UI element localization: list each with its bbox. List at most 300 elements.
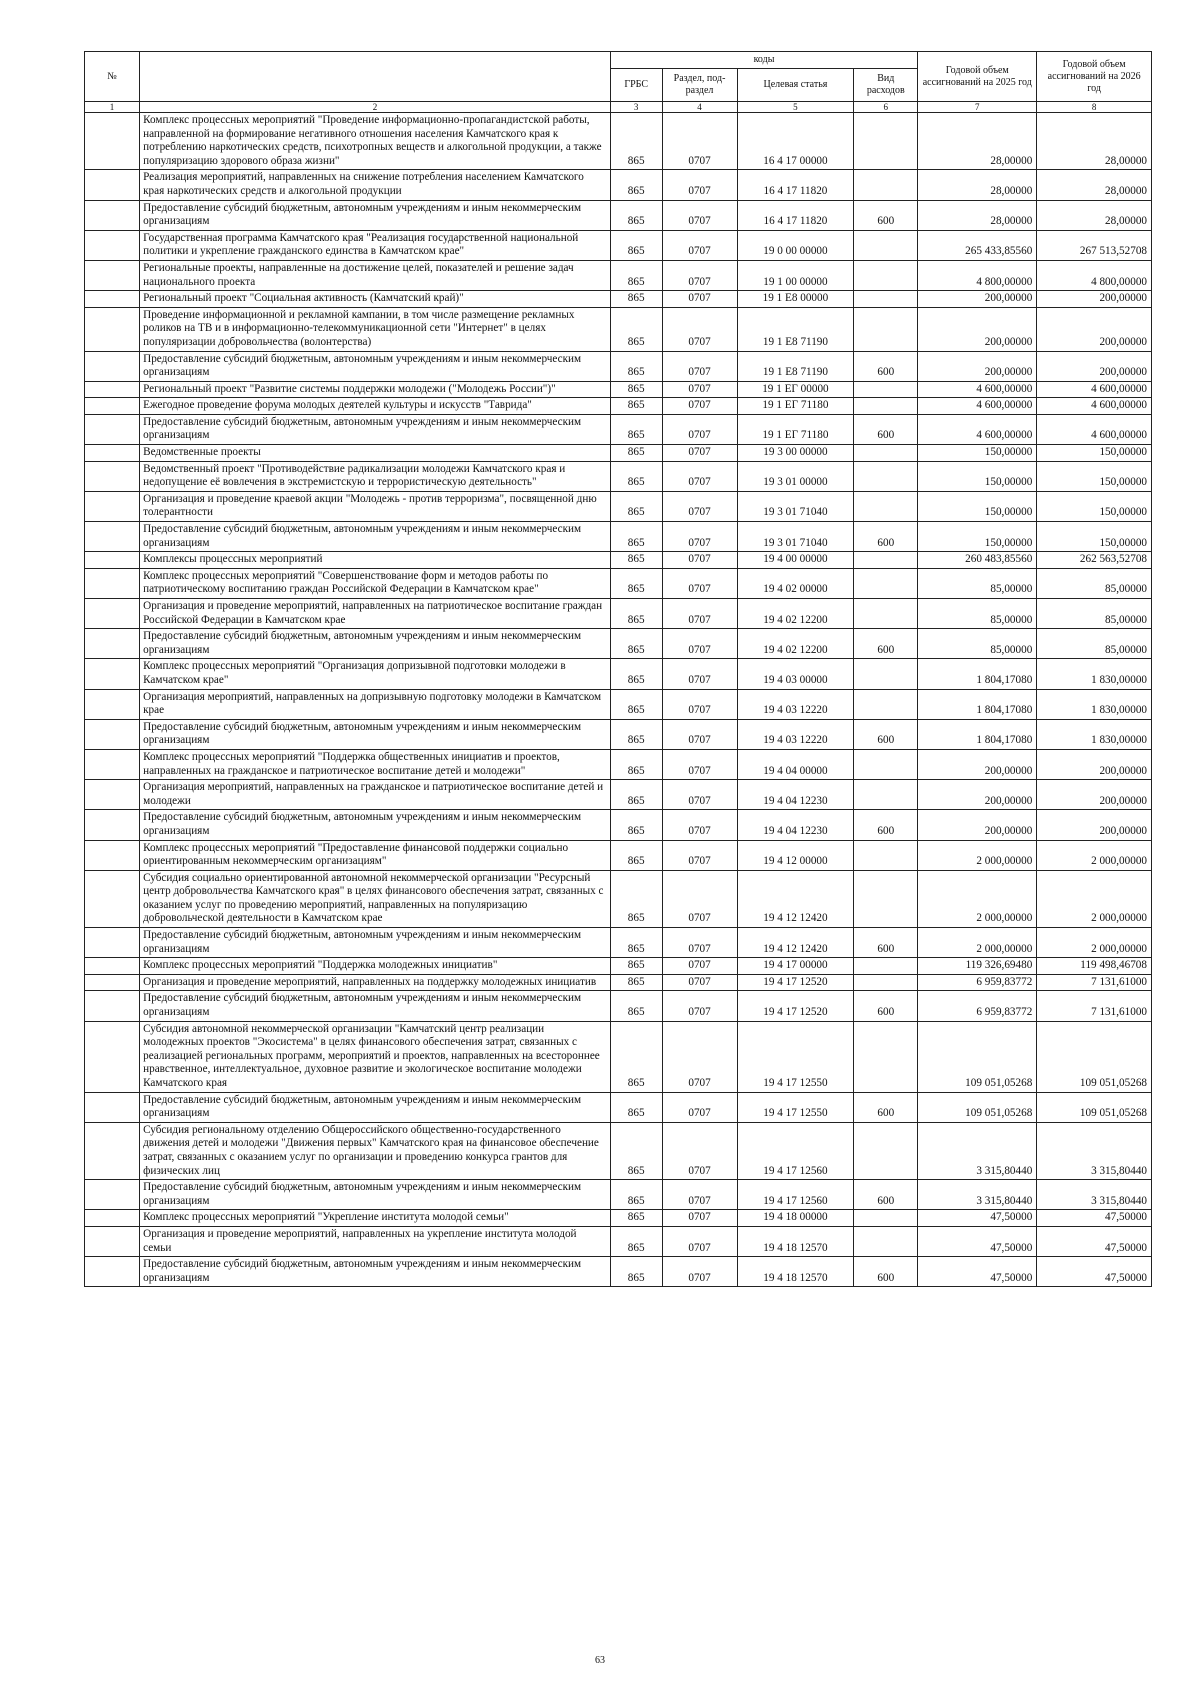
cell-name: Предоставление субсидий бюджетным, автономным учреждениям и иным некоммерческим организациям xyxy=(140,810,611,840)
table-row xyxy=(85,414,1152,444)
table-row xyxy=(85,260,1152,290)
cell-grbs: 865 xyxy=(610,1122,662,1179)
cell-grbs: 865 xyxy=(610,260,662,290)
cell-name: Ежегодное проведение форума молодых деятелей культуры и искусств "Таврида" xyxy=(140,398,611,415)
table-row xyxy=(85,307,1152,351)
cell-grbs: 865 xyxy=(610,749,662,779)
cell-target: 19 4 12 12420 xyxy=(737,928,854,958)
cell-volume-2026: 85,00000 xyxy=(1037,599,1152,629)
cell-volume-2025: 4 800,00000 xyxy=(918,260,1037,290)
cell-volume-2026: 28,00000 xyxy=(1037,170,1152,200)
cell-target: 19 1 Е8 00000 xyxy=(737,291,854,308)
cell-expense-type: 600 xyxy=(854,719,918,749)
cell-volume-2025: 3 315,80440 xyxy=(918,1180,1037,1210)
cell-num xyxy=(85,1180,140,1210)
cell-grbs: 865 xyxy=(610,1210,662,1227)
table-row xyxy=(85,991,1152,1021)
header-num: № xyxy=(85,52,140,102)
table-row xyxy=(85,461,1152,491)
cell-volume-2026: 7 131,61000 xyxy=(1037,991,1152,1021)
cell-grbs: 865 xyxy=(610,414,662,444)
cell-volume-2025: 200,00000 xyxy=(918,749,1037,779)
cell-volume-2025: 200,00000 xyxy=(918,780,1037,810)
cell-section: 0707 xyxy=(662,398,737,415)
cell-volume-2026: 200,00000 xyxy=(1037,351,1152,381)
cell-expense-type: 600 xyxy=(854,1257,918,1287)
cell-target: 19 1 Е8 71190 xyxy=(737,307,854,351)
cell-expense-type: 600 xyxy=(854,1092,918,1122)
cell-section: 0707 xyxy=(662,1257,737,1287)
cell-volume-2025: 47,50000 xyxy=(918,1257,1037,1287)
cell-num xyxy=(85,928,140,958)
cell-name: Комплекс процессных мероприятий "Поддержка молодежных инициатив" xyxy=(140,958,611,975)
cell-num xyxy=(85,1092,140,1122)
cell-volume-2026: 200,00000 xyxy=(1037,307,1152,351)
table-row xyxy=(85,629,1152,659)
cell-expense-type xyxy=(854,1021,918,1092)
cell-volume-2026: 4 600,00000 xyxy=(1037,398,1152,415)
cell-name: Предоставление субсидий бюджетным, автономным учреждениям и иным некоммерческим организациям xyxy=(140,991,611,1021)
cell-grbs: 865 xyxy=(610,840,662,870)
table-row xyxy=(85,719,1152,749)
cell-target: 19 3 01 71040 xyxy=(737,522,854,552)
cell-grbs: 865 xyxy=(610,870,662,927)
cell-expense-type xyxy=(854,491,918,521)
cell-section: 0707 xyxy=(662,1210,737,1227)
cell-grbs: 865 xyxy=(610,659,662,689)
column-number: 6 xyxy=(854,102,918,113)
cell-section: 0707 xyxy=(662,974,737,991)
cell-num xyxy=(85,599,140,629)
cell-expense-type: 600 xyxy=(854,810,918,840)
cell-volume-2026: 85,00000 xyxy=(1037,568,1152,598)
cell-volume-2025: 2 000,00000 xyxy=(918,870,1037,927)
cell-grbs: 865 xyxy=(610,461,662,491)
table-row xyxy=(85,928,1152,958)
cell-name: Субсидия региональному отделению Общероссийского общественно-государственного движения детей и молодежи "Движения первых" Камчатского края на финансовое обеспечение затрат, связанных с оказанием услуг по организации и проведению конкурса грантов для физических лиц xyxy=(140,1122,611,1179)
cell-volume-2025: 150,00000 xyxy=(918,522,1037,552)
cell-grbs: 865 xyxy=(610,719,662,749)
cell-name: Предоставление субсидий бюджетным, автономным учреждениям и иным некоммерческим организациям xyxy=(140,1092,611,1122)
cell-target: 19 0 00 00000 xyxy=(737,230,854,260)
cell-target: 19 4 18 00000 xyxy=(737,1210,854,1227)
cell-expense-type xyxy=(854,749,918,779)
cell-name: Комплекс процессных мероприятий "Предоставление финансовой поддержки социально ориентированным некоммерческим организациям" xyxy=(140,840,611,870)
cell-name: Предоставление субсидий бюджетным, автономным учреждениям и иным некоммерческим организациям xyxy=(140,719,611,749)
cell-target: 19 3 01 00000 xyxy=(737,461,854,491)
cell-expense-type xyxy=(854,1210,918,1227)
cell-expense-type xyxy=(854,974,918,991)
cell-grbs: 865 xyxy=(610,170,662,200)
page-number: 63 xyxy=(595,1655,605,1666)
cell-expense-type xyxy=(854,461,918,491)
table-row xyxy=(85,200,1152,230)
cell-volume-2026: 109 051,05268 xyxy=(1037,1092,1152,1122)
cell-expense-type xyxy=(854,260,918,290)
cell-target: 19 4 18 12570 xyxy=(737,1226,854,1256)
cell-name: Предоставление субсидий бюджетным, автономным учреждениям и иным некоммерческим организациям xyxy=(140,351,611,381)
cell-volume-2025: 3 315,80440 xyxy=(918,1122,1037,1179)
cell-expense-type xyxy=(854,568,918,598)
column-numbers-row xyxy=(85,102,1152,113)
cell-num xyxy=(85,398,140,415)
cell-grbs: 865 xyxy=(610,568,662,598)
cell-volume-2026: 200,00000 xyxy=(1037,749,1152,779)
cell-grbs: 865 xyxy=(610,1021,662,1092)
cell-target: 19 1 ЕГ 00000 xyxy=(737,381,854,398)
cell-target: 19 4 18 12570 xyxy=(737,1257,854,1287)
cell-expense-type: 600 xyxy=(854,1180,918,1210)
cell-expense-type: 600 xyxy=(854,200,918,230)
cell-section: 0707 xyxy=(662,113,737,170)
cell-volume-2026: 150,00000 xyxy=(1037,445,1152,462)
cell-volume-2026: 2 000,00000 xyxy=(1037,928,1152,958)
cell-volume-2026: 4 600,00000 xyxy=(1037,414,1152,444)
cell-volume-2025: 6 959,83772 xyxy=(918,974,1037,991)
cell-name: Субсидия автономной некоммерческой организации "Камчатский центр реализации молодежных проектов "Экосистема" в целях финансового обеспечения затрат, связанных с реализацией региональных программ, мероприятий и проектов, направленных на всестороннее нравственное, интеллектуальное, духовное развитие и экологическое воспитание молодежи Камчатского края xyxy=(140,1021,611,1092)
cell-section: 0707 xyxy=(662,810,737,840)
cell-target: 19 4 03 12220 xyxy=(737,689,854,719)
table-row xyxy=(85,1226,1152,1256)
cell-section: 0707 xyxy=(662,1180,737,1210)
table-row xyxy=(85,1122,1152,1179)
cell-expense-type xyxy=(854,780,918,810)
cell-section: 0707 xyxy=(662,291,737,308)
cell-num xyxy=(85,991,140,1021)
cell-volume-2026: 47,50000 xyxy=(1037,1210,1152,1227)
table-row xyxy=(85,522,1152,552)
cell-volume-2025: 4 600,00000 xyxy=(918,381,1037,398)
cell-num xyxy=(85,307,140,351)
cell-expense-type xyxy=(854,381,918,398)
cell-name: Комплекс процессных мероприятий "Поддержка общественных инициатив и проектов, направленных на гражданское и патриотическое воспитание детей и молодежи" xyxy=(140,749,611,779)
cell-expense-type xyxy=(854,291,918,308)
cell-volume-2026: 262 563,52708 xyxy=(1037,552,1152,569)
cell-target: 19 4 03 00000 xyxy=(737,659,854,689)
cell-volume-2025: 28,00000 xyxy=(918,113,1037,170)
cell-grbs: 865 xyxy=(610,810,662,840)
cell-volume-2025: 109 051,05268 xyxy=(918,1092,1037,1122)
column-number: 4 xyxy=(662,102,737,113)
table-row xyxy=(85,351,1152,381)
cell-num xyxy=(85,870,140,927)
cell-volume-2026: 200,00000 xyxy=(1037,291,1152,308)
cell-expense-type xyxy=(854,445,918,462)
cell-section: 0707 xyxy=(662,170,737,200)
cell-num xyxy=(85,1122,140,1179)
cell-section: 0707 xyxy=(662,780,737,810)
cell-expense-type xyxy=(854,659,918,689)
header-volume-2025: Годовой объем ассигнований на 2025 год xyxy=(918,52,1037,102)
cell-grbs: 865 xyxy=(610,991,662,1021)
cell-grbs: 865 xyxy=(610,398,662,415)
table-row xyxy=(85,599,1152,629)
table-row xyxy=(85,170,1152,200)
cell-expense-type xyxy=(854,599,918,629)
cell-name: Комплексы процессных мероприятий xyxy=(140,552,611,569)
cell-grbs: 865 xyxy=(610,307,662,351)
cell-expense-type xyxy=(854,870,918,927)
table-row xyxy=(85,749,1152,779)
cell-name: Организация и проведение мероприятий, направленных на укрепление института молодой семьи xyxy=(140,1226,611,1256)
cell-name: Организация и проведение мероприятий, направленных на поддержку молодежных инициатив xyxy=(140,974,611,991)
cell-expense-type xyxy=(854,552,918,569)
cell-target: 19 4 17 12520 xyxy=(737,974,854,991)
cell-volume-2025: 200,00000 xyxy=(918,351,1037,381)
table-row xyxy=(85,398,1152,415)
cell-num xyxy=(85,689,140,719)
column-number: 5 xyxy=(737,102,854,113)
cell-name: Предоставление субсидий бюджетным, автономным учреждениям и иным некоммерческим организациям xyxy=(140,1180,611,1210)
table-row xyxy=(85,1180,1152,1210)
cell-target: 19 1 ЕГ 71180 xyxy=(737,414,854,444)
header-name xyxy=(140,52,611,102)
cell-expense-type xyxy=(854,1122,918,1179)
cell-name: Государственная программа Камчатского края "Реализация государственной национальной политики и укрепление гражданского единства в Камчатском крае" xyxy=(140,230,611,260)
cell-section: 0707 xyxy=(662,1122,737,1179)
cell-target: 19 4 17 12550 xyxy=(737,1021,854,1092)
cell-grbs: 865 xyxy=(610,445,662,462)
cell-target: 16 4 17 11820 xyxy=(737,200,854,230)
cell-grbs: 865 xyxy=(610,629,662,659)
cell-num xyxy=(85,810,140,840)
cell-section: 0707 xyxy=(662,928,737,958)
cell-name: Организация и проведение краевой акции "Молодежь - против терроризма", посвященной дню толерантности xyxy=(140,491,611,521)
table-row xyxy=(85,291,1152,308)
cell-volume-2025: 85,00000 xyxy=(918,629,1037,659)
cell-section: 0707 xyxy=(662,461,737,491)
cell-name: Предоставление субсидий бюджетным, автономным учреждениям и иным некоммерческим организациям xyxy=(140,414,611,444)
cell-target: 19 4 03 12220 xyxy=(737,719,854,749)
cell-expense-type xyxy=(854,230,918,260)
cell-num xyxy=(85,1021,140,1092)
table-row xyxy=(85,113,1152,170)
cell-volume-2025: 150,00000 xyxy=(918,491,1037,521)
cell-volume-2025: 260 483,85560 xyxy=(918,552,1037,569)
cell-name: Предоставление субсидий бюджетным, автономным учреждениям и иным некоммерческим организациям xyxy=(140,200,611,230)
cell-volume-2025: 150,00000 xyxy=(918,445,1037,462)
table-row xyxy=(85,840,1152,870)
cell-volume-2026: 2 000,00000 xyxy=(1037,870,1152,927)
cell-grbs: 865 xyxy=(610,1257,662,1287)
cell-grbs: 865 xyxy=(610,1092,662,1122)
cell-num xyxy=(85,568,140,598)
cell-expense-type xyxy=(854,307,918,351)
cell-target: 19 4 12 00000 xyxy=(737,840,854,870)
cell-target: 19 1 Е8 71190 xyxy=(737,351,854,381)
cell-volume-2025: 1 804,17080 xyxy=(918,689,1037,719)
cell-grbs: 865 xyxy=(610,974,662,991)
cell-num xyxy=(85,840,140,870)
cell-volume-2025: 200,00000 xyxy=(918,291,1037,308)
cell-target: 19 4 04 00000 xyxy=(737,749,854,779)
cell-grbs: 865 xyxy=(610,381,662,398)
cell-section: 0707 xyxy=(662,599,737,629)
cell-volume-2025: 200,00000 xyxy=(918,810,1037,840)
cell-num xyxy=(85,113,140,170)
cell-num xyxy=(85,1257,140,1287)
cell-grbs: 865 xyxy=(610,491,662,521)
cell-grbs: 865 xyxy=(610,522,662,552)
cell-name: Региональный проект "Развитие системы поддержки молодежи ("Молодежь России")" xyxy=(140,381,611,398)
cell-name: Организация мероприятий, направленных на допризывную подготовку молодежи в Камчатском крае xyxy=(140,689,611,719)
header-grbs: ГРБС xyxy=(610,69,662,102)
cell-name: Ведомственный проект "Противодействие радикализации молодежи Камчатского края и недопущение её вовлечения в экстремистскую и террористическую деятельность" xyxy=(140,461,611,491)
cell-expense-type xyxy=(854,840,918,870)
cell-volume-2026: 3 315,80440 xyxy=(1037,1122,1152,1179)
cell-section: 0707 xyxy=(662,307,737,351)
cell-num xyxy=(85,200,140,230)
cell-section: 0707 xyxy=(662,719,737,749)
cell-volume-2025: 2 000,00000 xyxy=(918,840,1037,870)
cell-target: 16 4 17 11820 xyxy=(737,170,854,200)
cell-section: 0707 xyxy=(662,445,737,462)
cell-num xyxy=(85,958,140,975)
cell-volume-2025: 47,50000 xyxy=(918,1210,1037,1227)
cell-num xyxy=(85,260,140,290)
cell-section: 0707 xyxy=(662,491,737,521)
table-header xyxy=(85,52,1152,113)
cell-volume-2026: 200,00000 xyxy=(1037,780,1152,810)
cell-section: 0707 xyxy=(662,522,737,552)
cell-grbs: 865 xyxy=(610,1226,662,1256)
cell-name: Предоставление субсидий бюджетным, автономным учреждениям и иным некоммерческим организациям xyxy=(140,928,611,958)
table-row xyxy=(85,810,1152,840)
cell-num xyxy=(85,552,140,569)
cell-grbs: 865 xyxy=(610,552,662,569)
cell-volume-2026: 2 000,00000 xyxy=(1037,840,1152,870)
cell-section: 0707 xyxy=(662,749,737,779)
cell-target: 19 1 ЕГ 71180 xyxy=(737,398,854,415)
cell-grbs: 865 xyxy=(610,928,662,958)
budget-table-page xyxy=(84,51,1152,1287)
cell-num xyxy=(85,974,140,991)
cell-expense-type xyxy=(854,958,918,975)
table-row xyxy=(85,1021,1152,1092)
cell-section: 0707 xyxy=(662,659,737,689)
cell-num xyxy=(85,749,140,779)
header-volume-2026: Годовой объем ассигнований на 2026 год xyxy=(1037,52,1152,102)
header-codes: коды xyxy=(610,52,918,69)
cell-num xyxy=(85,522,140,552)
cell-volume-2026: 3 315,80440 xyxy=(1037,1180,1152,1210)
cell-num xyxy=(85,659,140,689)
table-row xyxy=(85,445,1152,462)
cell-target: 19 4 17 00000 xyxy=(737,958,854,975)
table-row xyxy=(85,491,1152,521)
cell-target: 19 1 00 00000 xyxy=(737,260,854,290)
cell-target: 19 4 04 12230 xyxy=(737,780,854,810)
cell-expense-type: 600 xyxy=(854,351,918,381)
cell-expense-type: 600 xyxy=(854,522,918,552)
cell-section: 0707 xyxy=(662,870,737,927)
column-number: 2 xyxy=(140,102,611,113)
cell-section: 0707 xyxy=(662,260,737,290)
cell-target: 19 4 02 00000 xyxy=(737,568,854,598)
cell-num xyxy=(85,719,140,749)
cell-grbs: 865 xyxy=(610,291,662,308)
table-body xyxy=(85,113,1152,1287)
cell-target: 19 3 01 71040 xyxy=(737,491,854,521)
cell-section: 0707 xyxy=(662,689,737,719)
cell-volume-2025: 85,00000 xyxy=(918,599,1037,629)
cell-section: 0707 xyxy=(662,414,737,444)
cell-name: Организация мероприятий, направленных на гражданское и патриотическое воспитание детей и молодежи xyxy=(140,780,611,810)
cell-volume-2026: 47,50000 xyxy=(1037,1257,1152,1287)
cell-num xyxy=(85,1210,140,1227)
cell-section: 0707 xyxy=(662,1021,737,1092)
cell-target: 19 4 02 12200 xyxy=(737,629,854,659)
budget-table xyxy=(84,51,1152,1287)
cell-volume-2025: 4 600,00000 xyxy=(918,414,1037,444)
cell-name: Предоставление субсидий бюджетным, автономным учреждениям и иным некоммерческим организациям xyxy=(140,1257,611,1287)
cell-volume-2026: 7 131,61000 xyxy=(1037,974,1152,991)
cell-volume-2025: 1 804,17080 xyxy=(918,659,1037,689)
cell-target: 19 4 02 12200 xyxy=(737,599,854,629)
cell-volume-2025: 28,00000 xyxy=(918,170,1037,200)
header-target: Целевая статья xyxy=(737,69,854,102)
table-row xyxy=(85,230,1152,260)
table-row xyxy=(85,659,1152,689)
cell-section: 0707 xyxy=(662,351,737,381)
cell-volume-2025: 4 600,00000 xyxy=(918,398,1037,415)
cell-volume-2026: 150,00000 xyxy=(1037,491,1152,521)
cell-volume-2025: 2 000,00000 xyxy=(918,928,1037,958)
cell-name: Предоставление субсидий бюджетным, автономным учреждениям и иным некоммерческим организациям xyxy=(140,629,611,659)
cell-num xyxy=(85,445,140,462)
cell-volume-2026: 4 800,00000 xyxy=(1037,260,1152,290)
cell-name: Комплекс процессных мероприятий "Организация допризывной подготовки молодежи в Камчатском крае" xyxy=(140,659,611,689)
cell-section: 0707 xyxy=(662,230,737,260)
cell-volume-2025: 47,50000 xyxy=(918,1226,1037,1256)
cell-num xyxy=(85,230,140,260)
cell-name: Предоставление субсидий бюджетным, автономным учреждениям и иным некоммерческим организациям xyxy=(140,522,611,552)
table-row xyxy=(85,958,1152,975)
cell-volume-2026: 1 830,00000 xyxy=(1037,659,1152,689)
cell-grbs: 865 xyxy=(610,780,662,810)
cell-name: Субсидия социально ориентированной автономной некоммерческой организации "Ресурсный центр добровольчества Камчатского края" в целях финансового обеспечения затрат, связанных с оказанием услуг по проведению мероприятий, направленных на популяризацию добровольческой деятельности в Камчатском крае xyxy=(140,870,611,927)
cell-target: 19 4 04 12230 xyxy=(737,810,854,840)
cell-expense-type: 600 xyxy=(854,414,918,444)
cell-volume-2025: 150,00000 xyxy=(918,461,1037,491)
cell-name: Региональный проект "Социальная активность (Камчатский край)" xyxy=(140,291,611,308)
cell-expense-type xyxy=(854,689,918,719)
cell-volume-2026: 1 830,00000 xyxy=(1037,719,1152,749)
cell-grbs: 865 xyxy=(610,200,662,230)
cell-target: 19 4 00 00000 xyxy=(737,552,854,569)
cell-grbs: 865 xyxy=(610,351,662,381)
cell-grbs: 865 xyxy=(610,113,662,170)
table-row xyxy=(85,1257,1152,1287)
cell-volume-2026: 119 498,46708 xyxy=(1037,958,1152,975)
column-number: 1 xyxy=(85,102,140,113)
cell-expense-type: 600 xyxy=(854,991,918,1021)
cell-target: 16 4 17 00000 xyxy=(737,113,854,170)
cell-num xyxy=(85,291,140,308)
cell-section: 0707 xyxy=(662,840,737,870)
column-number: 3 xyxy=(610,102,662,113)
table-row xyxy=(85,689,1152,719)
table-row xyxy=(85,870,1152,927)
table-row xyxy=(85,381,1152,398)
cell-name: Организация и проведение мероприятий, направленных на патриотическое воспитание граждан Российской Федерации в Камчатском крае xyxy=(140,599,611,629)
cell-volume-2026: 150,00000 xyxy=(1037,522,1152,552)
cell-target: 19 3 00 00000 xyxy=(737,445,854,462)
cell-expense-type xyxy=(854,113,918,170)
cell-volume-2026: 47,50000 xyxy=(1037,1226,1152,1256)
cell-volume-2026: 85,00000 xyxy=(1037,629,1152,659)
cell-name: Региональные проекты, направленные на достижение целей, показателей и решение задач национального проекта xyxy=(140,260,611,290)
